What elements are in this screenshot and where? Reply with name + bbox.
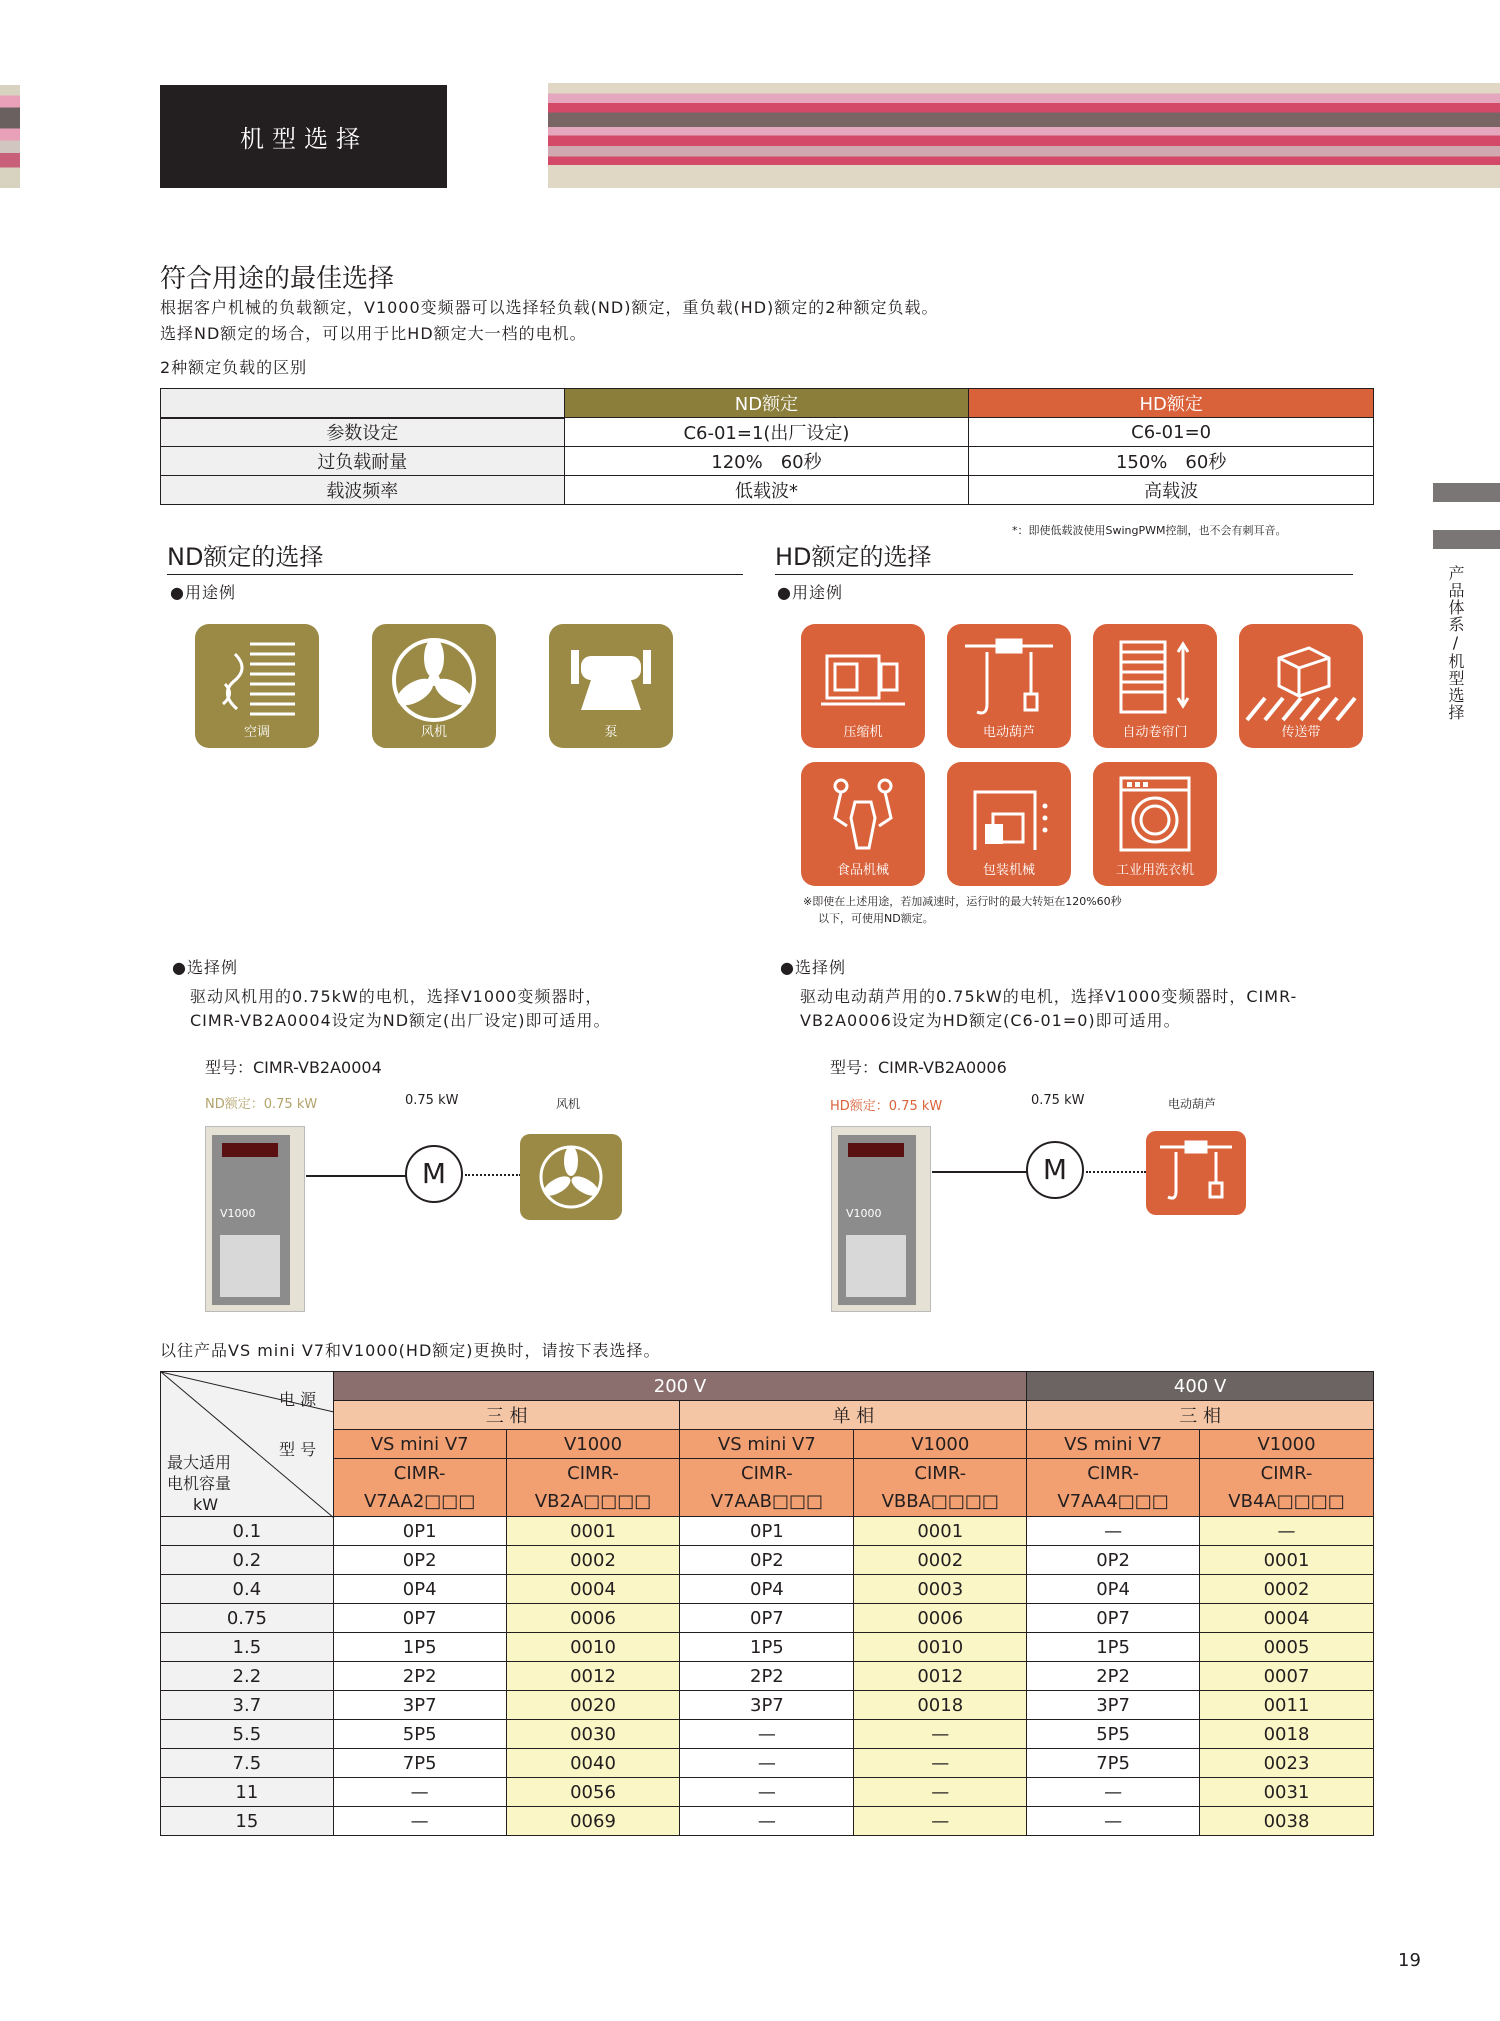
kw-cell: 2.2 [161, 1662, 334, 1691]
model-name-header: V1000 [854, 1430, 1027, 1459]
model-code-cell: 0006 [854, 1604, 1027, 1633]
model-prefix-header: CIMR- [854, 1459, 1027, 1488]
model-code-cell: 2P2 [333, 1662, 506, 1691]
intro-heading: 符合用途的最佳选择 [160, 264, 395, 294]
table-row [161, 1546, 1374, 1575]
connector-line [932, 1171, 1027, 1173]
model-code-cell: 0011 [1200, 1691, 1374, 1720]
model-code-header: VB2A□□□□ [506, 1488, 680, 1517]
table-row [161, 1575, 1374, 1604]
hd-tile-washer [1093, 762, 1217, 886]
rating-header-nd: ND额定 [564, 389, 969, 418]
kw-cell: 3.7 [161, 1691, 334, 1720]
model-code-cell: — [1027, 1807, 1200, 1836]
model-code-cell: 0030 [506, 1720, 680, 1749]
kw-cell: 0.4 [161, 1575, 334, 1604]
model-code-cell: 0P1 [680, 1517, 854, 1546]
kw-cell: 5.5 [161, 1720, 334, 1749]
model-code-cell: 0031 [1200, 1778, 1374, 1807]
nd-section-heading: ND额定的选择 [167, 537, 743, 575]
rating-row [161, 418, 1374, 447]
rating-hd-value: C6-01=0 [969, 418, 1374, 447]
model-prefix-header: CIMR- [1027, 1459, 1200, 1488]
nd-selection-line-1: 驱动风机用的0.75kW的电机，选择V1000变频器时， [190, 987, 603, 1006]
voltage-400-header: 400 V [1027, 1372, 1374, 1401]
model-code-cell: 0P4 [333, 1575, 506, 1604]
table-row [161, 1749, 1374, 1778]
model-code-cell: 0010 [854, 1633, 1027, 1662]
section-title: 机型选择 [240, 125, 368, 153]
dotted-connector [465, 1174, 521, 1176]
hoist-icon [1146, 1131, 1246, 1215]
model-code-header: V7AA2□□□ [333, 1488, 506, 1517]
replacement-table-body [161, 1517, 1374, 1836]
model-code-cell: 0005 [1200, 1633, 1374, 1662]
model-code-cell: — [854, 1749, 1027, 1778]
nd-motor-symbol: M [405, 1145, 463, 1203]
model-code-cell: 0P2 [1027, 1546, 1200, 1575]
stripe-left [0, 85, 20, 188]
table-row [161, 1517, 1374, 1546]
model-code-cell: — [333, 1778, 506, 1807]
phase-single-header: 单 相 [680, 1401, 1027, 1430]
model-name-header: V1000 [1200, 1430, 1374, 1459]
model-code-cell: 0018 [854, 1691, 1027, 1720]
table-row [161, 1807, 1374, 1836]
table-corner-cell [161, 1372, 334, 1517]
table-row [161, 1633, 1374, 1662]
model-name-header: VS mini V7 [333, 1430, 506, 1459]
tile-caption: 风机 [420, 725, 447, 740]
model-code-cell: — [1027, 1778, 1200, 1807]
replacement-caption: 以往产品VS mini V7和V1000(HD额定)更换时，请按下表选择。 [160, 1341, 661, 1360]
model-code-cell: 0002 [854, 1546, 1027, 1575]
model-code-cell: — [1200, 1517, 1374, 1546]
model-code-cell: 0P7 [333, 1604, 506, 1633]
hd-tile-hoist [947, 624, 1071, 748]
inverter-brand: V1000 [220, 1207, 256, 1220]
model-code-cell: — [854, 1720, 1027, 1749]
rating-table-caption: 2种额定负载的区别 [160, 358, 308, 377]
model-code-cell: 3P7 [1027, 1691, 1200, 1720]
model-code-cell: 0P4 [680, 1575, 854, 1604]
rating-hd-value: 高载波 [969, 476, 1374, 505]
hd-selection-line-2: VB2A0006设定为HD额定(C6-01=0)即可适用。 [800, 1011, 1181, 1030]
tile-caption: 工业用洗衣机 [1115, 863, 1194, 878]
model-code-cell: 0010 [506, 1633, 680, 1662]
model-code-header: V7AA4□□□ [1027, 1488, 1200, 1517]
model-code-cell: 2P2 [1027, 1662, 1200, 1691]
stripe-right [548, 83, 1500, 188]
rating-label: 过负载耐量 [161, 447, 565, 476]
hd-model: 型号：CIMR-VB2A0006 [830, 1058, 1007, 1077]
hd-selection-line-1: 驱动电动葫芦用的0.75kW的电机，选择V1000变频器时，CIMR- [800, 987, 1298, 1006]
table-row [161, 1720, 1374, 1749]
table-row [161, 1691, 1374, 1720]
corner-model-label: 型 号 [279, 1440, 317, 1459]
kw-cell: 11 [161, 1778, 334, 1807]
section-header [160, 85, 447, 188]
nd-load-caption: 风机 [556, 1097, 581, 1111]
rating-nd-value: C6-01=1(出厂设定) [564, 418, 969, 447]
model-code-cell: 0P2 [333, 1546, 506, 1575]
nd-tile-pump [549, 624, 673, 748]
nd-motor-caption: 0.75 kW [405, 1093, 459, 1108]
rating-label: 载波频率 [161, 476, 565, 505]
hd-tile-compressor [801, 624, 925, 748]
hd-section-heading: HD额定的选择 [775, 537, 1353, 575]
kw-cell: 0.1 [161, 1517, 334, 1546]
kw-cell: 0.2 [161, 1546, 334, 1575]
kw-cell: 1.5 [161, 1633, 334, 1662]
table-row [161, 1778, 1374, 1807]
model-code-cell: 0002 [1200, 1575, 1374, 1604]
inverter-brand: V1000 [846, 1207, 882, 1220]
rating-row [161, 476, 1374, 505]
hd-motor-caption: 0.75 kW [1031, 1093, 1085, 1108]
model-code-cell: 0P4 [1027, 1575, 1200, 1604]
page-number: 19 [1398, 1950, 1421, 1971]
rating-nd-value: 120% 60秒 [564, 447, 969, 476]
model-code-cell: 0012 [506, 1662, 680, 1691]
kw-cell: 7.5 [161, 1749, 334, 1778]
tile-caption: 食品机械 [836, 863, 889, 878]
model-code-cell: 0004 [1200, 1604, 1374, 1633]
side-tab-marker-active [1433, 530, 1500, 549]
model-prefix-header: CIMR- [333, 1459, 506, 1488]
model-code-cell: 0012 [854, 1662, 1027, 1691]
model-code-cell: 0007 [1200, 1662, 1374, 1691]
model-code-cell: 0001 [506, 1517, 680, 1546]
kw-cell: 0.75 [161, 1604, 334, 1633]
model-name-header: VS mini V7 [680, 1430, 854, 1459]
phase-three-400-header: 三 相 [1027, 1401, 1374, 1430]
nd-load-tile-fan [520, 1134, 622, 1220]
model-code-cell: — [333, 1807, 506, 1836]
model-code-cell: 5P5 [1027, 1720, 1200, 1749]
model-code-header: VB4A□□□□ [1200, 1488, 1374, 1517]
nd-selection-label: ●选择例 [172, 958, 238, 977]
model-code-cell: 5P5 [333, 1720, 506, 1749]
corner-power-label: 电 源 [279, 1390, 317, 1409]
model-code-cell: 7P5 [333, 1749, 506, 1778]
hd-note-line-1: ※即使在上述用途，若加减速时，运行时的最大转矩在120%60秒 [803, 895, 1122, 908]
hd-tile-shutter [1093, 624, 1217, 748]
replacement-table [160, 1371, 1374, 1836]
model-code-cell: 0020 [506, 1691, 680, 1720]
hd-note-line-2: 以下，可使用ND额定。 [818, 912, 934, 925]
corner-kw-label: 最大适用 电机容量 kW [167, 1453, 232, 1514]
nd-tile-fan [372, 624, 496, 748]
model-code-cell: 0P2 [680, 1546, 854, 1575]
model-code-cell: — [854, 1807, 1027, 1836]
rating-row [161, 447, 1374, 476]
model-prefix-header: CIMR- [506, 1459, 680, 1488]
model-code-cell: 0056 [506, 1778, 680, 1807]
dotted-connector [1086, 1171, 1146, 1173]
model-code-cell: 0001 [1200, 1546, 1374, 1575]
model-code-cell: 1P5 [680, 1633, 854, 1662]
nd-inverter-image [205, 1126, 305, 1312]
model-code-cell: 0038 [1200, 1807, 1374, 1836]
phase-three-header: 三 相 [333, 1401, 680, 1430]
hd-load-caption: 电动葫芦 [1168, 1097, 1217, 1111]
hd-selection-label: ●选择例 [780, 958, 846, 977]
hd-rating-caption: HD额定：0.75 kW [830, 1099, 943, 1114]
model-code-cell: 0002 [506, 1546, 680, 1575]
model-code-cell: 0P7 [680, 1604, 854, 1633]
rating-label: 参数设定 [161, 418, 565, 447]
model-code-cell: 1P5 [1027, 1633, 1200, 1662]
tile-caption: 电动葫芦 [982, 725, 1035, 740]
nd-model: 型号：CIMR-VB2A0004 [205, 1058, 382, 1077]
model-code-cell: 0P7 [1027, 1604, 1200, 1633]
model-code-cell: 3P7 [680, 1691, 854, 1720]
model-name-header: VS mini V7 [1027, 1430, 1200, 1459]
side-label: 产品体系/机型选择 [1446, 565, 1465, 721]
hd-inverter-image [831, 1126, 931, 1312]
rating-table [160, 388, 1374, 505]
rating-nd-value: 低载波* [564, 476, 969, 505]
model-code-header: VBBA□□□□ [854, 1488, 1027, 1517]
model-code-cell: — [680, 1778, 854, 1807]
model-code-cell: 0018 [1200, 1720, 1374, 1749]
table-row [161, 1604, 1374, 1633]
model-code-cell: — [680, 1749, 854, 1778]
nd-tile-air-conditioner [195, 624, 319, 748]
model-code-cell: 0006 [506, 1604, 680, 1633]
model-code-cell: 7P5 [1027, 1749, 1200, 1778]
nd-selection-line-2: CIMR-VB2A0004设定为ND额定(出厂设定)即可适用。 [190, 1011, 611, 1030]
hd-tile-conveyor [1239, 624, 1363, 748]
model-prefix-header: CIMR- [680, 1459, 854, 1488]
side-tab-marker [1433, 483, 1500, 502]
model-code-cell: 0003 [854, 1575, 1027, 1604]
model-code-header: V7AAB□□□ [680, 1488, 854, 1517]
hd-load-tile-hoist [1146, 1131, 1246, 1215]
model-code-cell: 2P2 [680, 1662, 854, 1691]
tile-caption: 传送带 [1281, 725, 1321, 740]
model-code-cell: — [680, 1807, 854, 1836]
connector-line [306, 1175, 406, 1177]
model-code-cell: — [1027, 1517, 1200, 1546]
tile-caption: 空调 [243, 725, 270, 740]
hd-tile-packaging [947, 762, 1071, 886]
voltage-200-header: 200 V [333, 1372, 1026, 1401]
model-code-cell: 0023 [1200, 1749, 1374, 1778]
model-code-cell: 0040 [506, 1749, 680, 1778]
hd-tile-food-machine [801, 762, 925, 886]
model-code-cell: 0004 [506, 1575, 680, 1604]
table-row [161, 1662, 1374, 1691]
model-code-cell: — [854, 1778, 1027, 1807]
model-code-cell: 0069 [506, 1807, 680, 1836]
nd-rating-caption: ND额定：0.75 kW [205, 1097, 318, 1112]
tile-caption: 包装机械 [982, 863, 1035, 878]
hd-examples-label: ●用途例 [777, 583, 843, 602]
tile-caption: 压缩机 [843, 725, 883, 740]
intro-line-2: 选择ND额定的场合，可以用于比HD额定大一档的电机。 [160, 324, 587, 343]
model-code-cell: 1P5 [333, 1633, 506, 1662]
hd-motor-symbol: M [1026, 1141, 1084, 1199]
model-code-cell: 3P7 [333, 1691, 506, 1720]
kw-cell: 15 [161, 1807, 334, 1836]
fan-icon [520, 1134, 622, 1220]
rating-footnote: *：即使低载波使用SwingPWM控制，也不会有刺耳音。 [1012, 524, 1287, 537]
model-code-cell: — [680, 1720, 854, 1749]
tile-caption: 泵 [604, 725, 618, 740]
rating-header-blank [161, 389, 565, 418]
intro-line-1: 根据客户机械的负载额定，V1000变频器可以选择轻负载(ND)额定，重负载(HD)额定的2种额定负载。 [160, 298, 939, 317]
rating-header-hd: HD额定 [969, 389, 1374, 418]
model-code-cell: 0001 [854, 1517, 1027, 1546]
tile-caption: 自动卷帘门 [1122, 725, 1188, 740]
rating-hd-value: 150% 60秒 [969, 447, 1374, 476]
model-name-header: V1000 [506, 1430, 680, 1459]
model-code-cell: 0P1 [333, 1517, 506, 1546]
nd-examples-label: ●用途例 [170, 583, 236, 602]
model-prefix-header: CIMR- [1200, 1459, 1374, 1488]
